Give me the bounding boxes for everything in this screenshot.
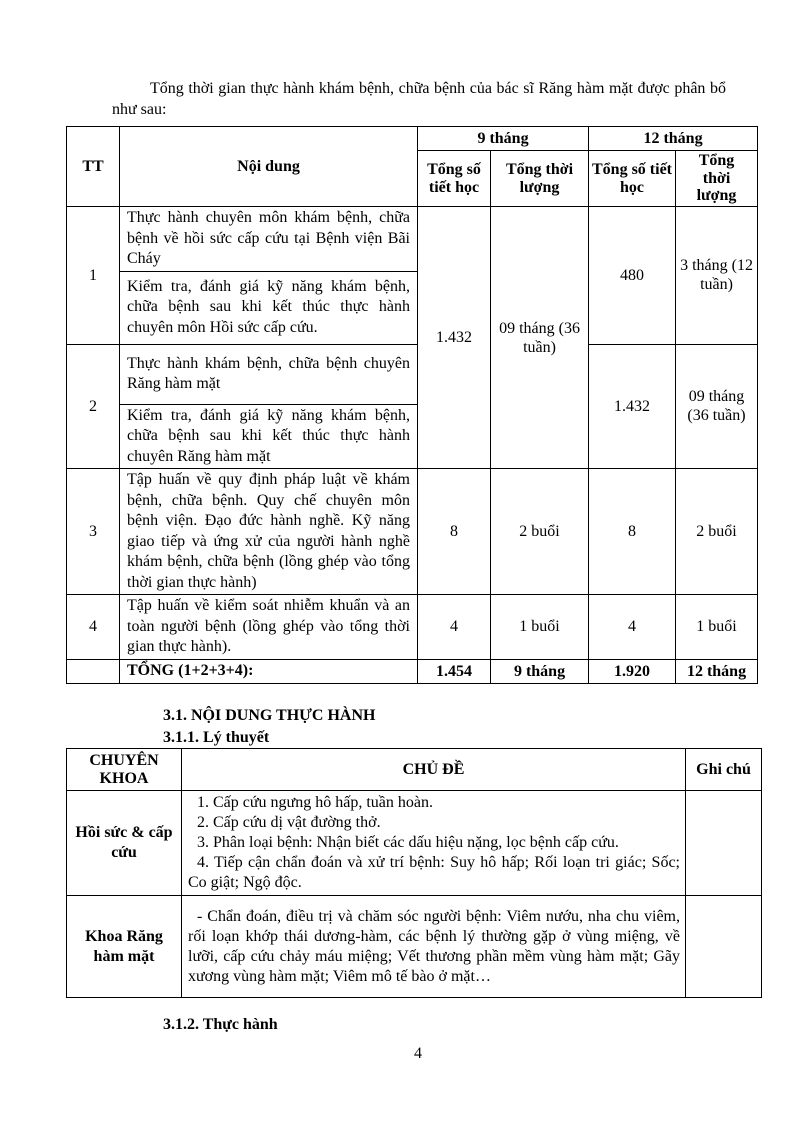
practice-time-table [66,126,758,684]
col-header-tt: TT [67,127,120,207]
content-cell-4: Tập huấn về kiểm soát nhiễm khuẩn và an toàn người bệnh (lồng ghép vào tổng thời gian thực hành). [120,595,418,660]
col-group-9-months: 9 tháng [418,127,589,151]
total-9-tiet-cell: 1.454 [418,659,491,683]
value-cell-12-tiet-item2: 1.432 [589,344,676,469]
table-row-total [67,659,758,683]
topic-line: - Chẩn đoán, điều trị và chăm sóc người bệnh: Viêm nướu, nha chu viêm, rối loạn khớp thái dương-hàm, các bệnh lý thường gặp ở vùng miệng, về lưỡi, cấp cứu chảy máu miệng; Vết thương phần mềm vùng hàm mặt; Gãy xương vùng hàm mặt; Viêm mô tế bào ở mặt… [188,907,680,985]
note-cell-rang-ham-mat [686,896,762,998]
total-label-cell: TỔNG (1+2+3+4): [120,659,418,683]
col-header-chuyen-khoa: CHUYÊN KHOA [67,749,182,791]
value-cell-9-tiet-item4: 4 [418,595,491,660]
value-cell-12-luong-item4: 1 buổi [676,595,758,660]
table-header-row-groups [67,127,758,151]
col-header-thoi-luong-9: Tổng thời lượng [491,151,589,207]
value-cell-9-tiet-items12: 1.432 [418,207,491,469]
specialty-cell-rang-ham-mat: Khoa Răng hàm mặt [67,896,182,998]
note-cell-hoi-suc [686,791,762,896]
tt-cell-1: 1 [67,207,120,345]
value-cell-9-luong-items12: 09 tháng (36 tuần) [491,207,589,469]
col-header-ghi-chu: Ghi chú [686,749,762,791]
total-9-luong-cell: 9 tháng [491,659,589,683]
content-cell-2a: Thực hành khám bệnh, chữa bệnh chuyên Răng hàm mặt [120,344,418,404]
value-cell-12-tiet-item4: 4 [589,595,676,660]
theory-content-table [66,748,762,998]
value-cell-9-luong-item3: 2 buổi [491,469,589,595]
value-cell-12-luong-item1: 3 tháng (12 tuần) [676,207,758,345]
topic-line: 3. Phân loại bệnh: Nhận biết các dấu hiệu nặng, lọc bệnh cấp cứu. [197,834,619,851]
section-heading-3-1-1: 3.1.1. Lý thuyết [163,729,270,746]
theory-row-rang-ham-mat [67,896,762,998]
content-cell-2b: Kiểm tra, đánh giá kỹ năng khám bệnh, chữa bệnh sau khi kết thúc thực hành chuyên Răng hàm mặt [120,404,418,469]
topic-line: 2. Cấp cứu dị vật đường thở. [197,814,381,831]
value-cell-9-luong-item4: 1 buổi [491,595,589,660]
value-cell-12-luong-item3: 2 buổi [676,469,758,595]
total-12-tiet-cell: 1.920 [589,659,676,683]
topics-cell-hoi-suc [182,791,686,896]
specialty-cell-hoi-suc: Hồi sức & cấp cứu [67,791,182,896]
content-cell-3: Tập huấn về quy định pháp luật về khám bệnh, chữa bệnh. Quy chế chuyên môn bệnh viện. Đạo đức hành nghề. Kỹ năng giao tiếp và ứng xử của người hành nghề khám bệnh, chữa bệnh (lồng ghép vào tổng thời gian thực hành) [120,469,418,595]
value-cell-9-tiet-item3: 8 [418,469,491,595]
value-cell-12-luong-item2: 09 tháng (36 tuần) [676,344,758,469]
table-row-item4 [67,595,758,660]
value-cell-12-tiet-item1: 480 [589,207,676,345]
col-header-chu-de: CHỦ ĐỀ [182,749,686,791]
table-row-item3 [67,469,758,595]
col-header-tiet-hoc-12: Tổng số tiết học [589,151,676,207]
col-header-tiet-hoc-9: Tổng số tiết học [418,151,491,207]
intro-paragraph: Tổng thời gian thực hành khám bệnh, chữa bệnh của bác sĩ Răng hàm mặt được phân bổ như sau: [112,80,726,118]
topic-line: 4. Tiếp cận chẩn đoán và xử trí bệnh: Suy hô hấp; Rối loạn tri giác; Sốc; Co giật; Ngộ độc. [188,854,680,891]
tt-cell-3: 3 [67,469,120,595]
col-header-thoi-luong-12-label: Tổng thời lượng [696,152,737,204]
section-heading-3-1-2: 3.1.2. Thực hành [163,1016,278,1033]
col-header-noi-dung: Nội dung [120,127,418,207]
theory-row-hoi-suc [67,791,762,896]
content-cell-1b: Kiểm tra, đánh giá kỹ năng khám bệnh, chữa bệnh sau khi kết thúc thực hành chuyên môn Hồi sức cấp cứu. [120,271,418,344]
total-12-luong-cell: 12 tháng [676,659,758,683]
value-cell-12-tiet-item3: 8 [589,469,676,595]
tt-cell-2: 2 [67,344,120,469]
col-group-12-months: 12 tháng [589,127,758,151]
content-cell-1a: Thực hành chuyên môn khám bệnh, chữa bệnh về hồi sức cấp cứu tại Bệnh viện Bãi Cháy [120,207,418,272]
total-empty-cell [67,659,120,683]
table-row-item1a [67,207,758,272]
table-row-item2a [67,344,758,404]
page-number: 4 [414,1045,422,1062]
topics-cell-rang-ham-mat [182,896,686,998]
col-header-thoi-luong-12 [676,151,758,207]
tt-cell-4: 4 [67,595,120,660]
topic-line: 1. Cấp cứu ngưng hô hấp, tuần hoàn. [197,794,433,811]
theory-table-header-row [67,749,762,791]
section-heading-3-1: 3.1. NỘI DUNG THỰC HÀNH [163,707,376,724]
